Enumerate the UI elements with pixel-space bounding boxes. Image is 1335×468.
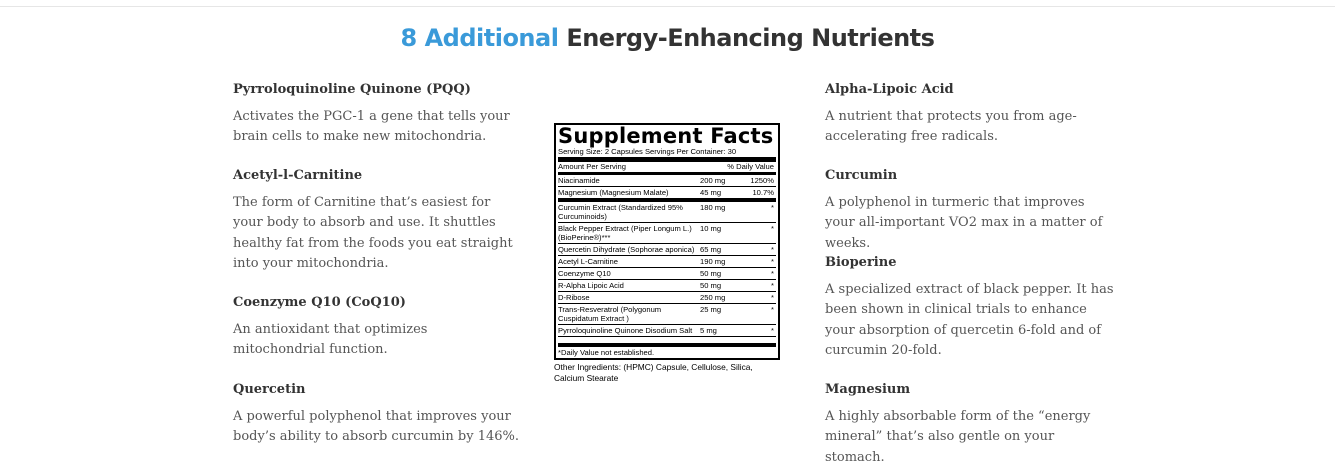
- ingredient-daily-value: *: [771, 203, 774, 212]
- nutrient-description: An antioxidant that optimizes mitochondrial function.: [233, 322, 428, 358]
- ingredient-daily-value: *: [771, 326, 774, 335]
- facts-row: [558, 268, 776, 280]
- facts-header-row: [558, 162, 776, 175]
- ingredient-name: Black Pepper Extract (Piper Longum L.) (BioPerine®)***: [558, 224, 692, 242]
- nutrient-name: Curcumin: [825, 168, 898, 183]
- ingredient-name: Acetyl L-Carnitine: [558, 257, 618, 266]
- ingredient-name: Pyrroloquinoline Quinone Disodium Salt: [558, 326, 693, 335]
- nutrient-description: The form of Carnitine that’s easiest for your body to absorb and use. It shuttles healthy fat from the foods you eat straight into your mitochondria.: [233, 195, 513, 271]
- nutrient-description: Activates the PGC-1 a gene that tells your brain cells to make new mitochondria.: [233, 109, 510, 145]
- nutrient-name: Bioperine: [825, 255, 897, 270]
- ingredient-amount: 250 mg: [700, 293, 726, 302]
- ingredient-amount: 190 mg: [700, 257, 726, 266]
- nutrient-name: Quercetin: [233, 382, 306, 397]
- facts-row: [558, 256, 776, 268]
- nutrient-item: [825, 167, 1115, 254]
- facts-row: [558, 244, 776, 256]
- title-rest: Energy-Enhancing Nutrients: [566, 24, 935, 52]
- nutrient-description: A highly absorbable form of the “energy mineral” that’s also gentle on your stomach.: [825, 409, 1091, 465]
- ingredient-daily-value: *: [771, 305, 774, 314]
- ingredient-daily-value: *: [771, 281, 774, 290]
- ingredient-amount: 50 mg: [700, 269, 722, 278]
- nutrient-name: Pyrroloquinoline Quinone (PQQ): [233, 82, 471, 97]
- ingredient-name: R-Alpha Lipoic Acid: [558, 281, 624, 290]
- ingredient-amount: 200 mg: [700, 176, 726, 185]
- nutrient-description: A polyphenol in turmeric that improves your all-important VO2 max in a matter of weeks.: [825, 195, 1103, 251]
- ingredient-daily-value: 1250%: [750, 176, 774, 185]
- facts-row: [558, 202, 776, 223]
- nutrient-name: Coenzyme Q10 (CoQ10): [233, 295, 406, 310]
- ingredient-amount: 25 mg: [700, 305, 722, 314]
- nutrient-item: [825, 254, 1115, 361]
- nutrient-description: A powerful polyphenol that improves your body’s ability to absorb curcumin by 146%.: [233, 409, 520, 445]
- ingredient-amount: 5 mg: [700, 326, 717, 335]
- title-accent: 8 Additional: [400, 24, 559, 52]
- ingredient-name: D-Ribose: [558, 293, 590, 302]
- ingredient-name: Coenzyme Q10: [558, 269, 611, 278]
- ingredient-amount: 50 mg: [700, 281, 722, 290]
- nutrient-item: [233, 381, 523, 448]
- supplement-facts-box: [554, 123, 780, 360]
- top-divider: [0, 6, 1335, 7]
- ingredient-name: Quercetin Dihydrate (Sophorae aponica): [558, 245, 695, 254]
- nutrient-item: [233, 167, 523, 274]
- ingredient-amount: 180 mg: [700, 203, 726, 212]
- nutrient-item: [233, 294, 523, 361]
- amount-header: Amount Per Serving: [558, 162, 626, 171]
- facts-row: [558, 325, 776, 337]
- nutrient-item: [233, 81, 523, 148]
- ingredient-daily-value: *: [771, 224, 774, 233]
- other-ingredients: Other Ingredients: (HPMC) Capsule, Cellulose, Silica, Calcium Stearate: [554, 362, 753, 383]
- serving-info: Serving Size: 2 Capsules Servings Per Container: 30: [558, 147, 776, 162]
- ingredient-name: Curcumin Extract (Standardized 95% Curcuminoids): [558, 203, 683, 221]
- ingredient-daily-value: *: [771, 269, 774, 278]
- nutrient-item: [825, 381, 1115, 468]
- ingredient-amount: 65 mg: [700, 245, 722, 254]
- nutrient-name: Acetyl-l-Carnitine: [233, 168, 363, 183]
- facts-row: [558, 304, 776, 325]
- ingredient-name: Niacinamide: [558, 176, 600, 185]
- ingredient-daily-value: *: [771, 245, 774, 254]
- ingredient-amount: 45 mg: [700, 188, 722, 197]
- supplement-facts-panel: [554, 123, 780, 384]
- facts-row: [558, 292, 776, 304]
- daily-value-footnote: *Daily Value not established.: [558, 343, 776, 357]
- supplement-facts-title: Supplement Facts: [558, 124, 774, 148]
- nutrient-description: A nutrient that protects you from age-accelerating free radicals.: [825, 109, 1077, 145]
- ingredient-daily-value: *: [771, 257, 774, 266]
- ingredient-name: Magnesium (Magnesium Malate): [558, 188, 669, 197]
- section-title: [0, 24, 1335, 52]
- facts-rows: [558, 175, 776, 337]
- nutrient-name: Alpha-Lipoic Acid: [825, 82, 954, 97]
- nutrient-description: A specialized extract of black pepper. It has been shown in clinical trials to enhance your absorption of quercetin 6-fold and of curcumin 20-fold.: [825, 282, 1114, 358]
- facts-row: [558, 175, 776, 187]
- daily-value-header: % Daily Value: [727, 162, 774, 171]
- facts-row: [558, 187, 776, 202]
- ingredient-amount: 10 mg: [700, 224, 722, 233]
- ingredient-daily-value: *: [771, 293, 774, 302]
- ingredient-daily-value: 10.7%: [752, 188, 774, 197]
- nutrient-name: Magnesium: [825, 382, 911, 397]
- nutrient-item: [825, 81, 1115, 148]
- ingredient-name: Trans-Resveratrol (Polygonum Cuspidatum Extract ): [558, 305, 662, 323]
- facts-row: [558, 280, 776, 292]
- facts-row: [558, 223, 776, 244]
